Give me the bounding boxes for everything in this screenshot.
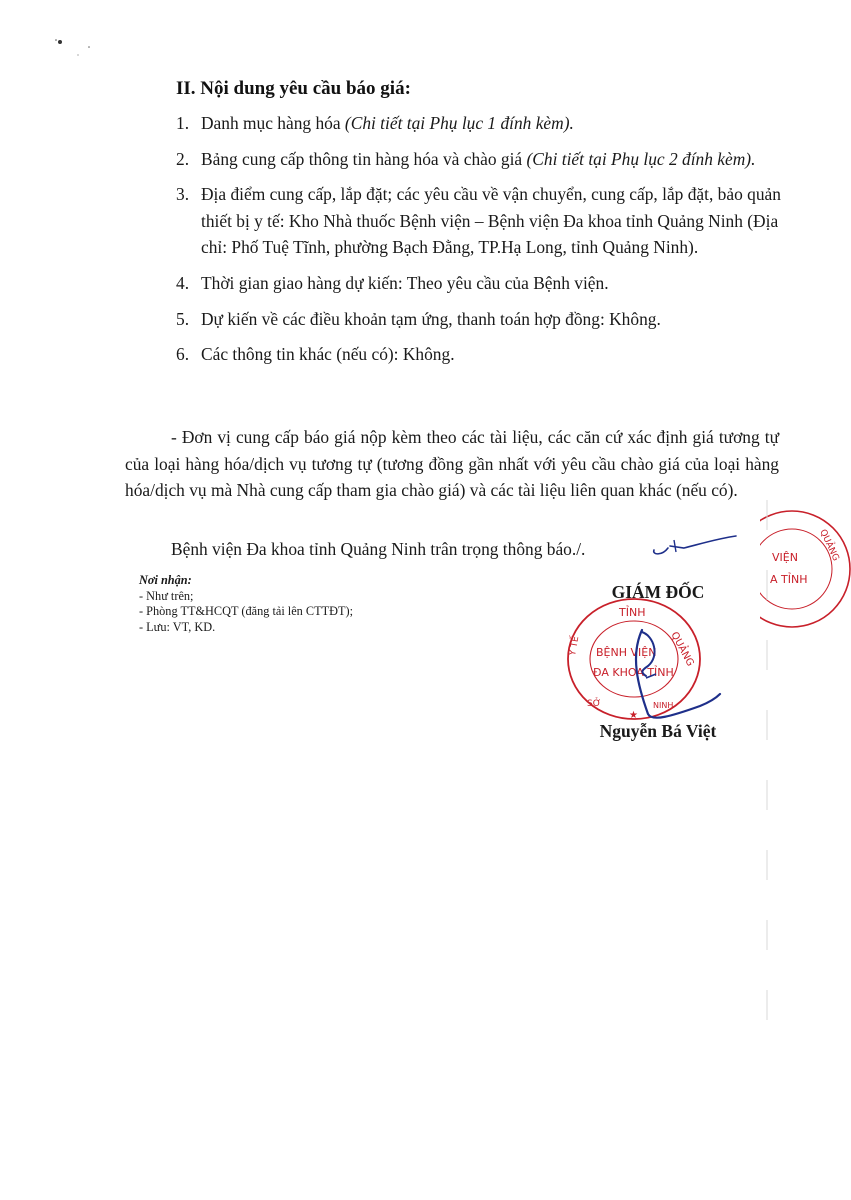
seal-left-arc: Y TẾ <box>568 635 582 657</box>
list-item-number: 2. <box>176 148 190 169</box>
seal-right-arc: QUẢNG <box>668 630 696 669</box>
closing-paragraph: Bệnh viện Đa khoa tỉnh Quảng Ninh trân trọng thông báo./. <box>171 539 586 559</box>
list-item-number: 1. <box>176 113 190 133</box>
list-item <box>176 306 791 333</box>
recipients-title: Nơi nhận: <box>139 573 192 587</box>
seal-line-2: ĐA KHOA TỈNH <box>593 666 674 679</box>
scan-speck-mark <box>46 30 101 60</box>
signer-position: GIÁM ĐỐC <box>611 582 705 602</box>
list-item-text: Địa điểm cung cấp, lắp đặt; các yêu cầu về vận chuyển, cung cấp, lắp đặt, bảo quản thiết bị y tế: Kho Nhà thuốc Bệnh viện – Bệnh viện Đa khoa tỉnh Quảng Ninh (Địa chỉ: Phố Tuệ Tĩnh, phường Bạch Đằng, TP.Hạ Long, tỉnh Quảng Ninh). <box>201 184 781 258</box>
seal-line-1: BỆNH VIỆN <box>596 646 657 659</box>
list-item-text: Dự kiến về các điều khoản tạm ứng, thanh toán hợp đồng: Không. <box>201 308 661 329</box>
list-item <box>176 341 791 368</box>
list-item-number: 4. <box>176 272 190 293</box>
initial-signature-stroke <box>640 532 740 560</box>
seal-top-text: TỈNH <box>619 606 646 619</box>
list-item-text: Bảng cung cấp thông tin hàng hóa và chào giá <box>201 148 527 169</box>
list-item-number: 5. <box>176 308 190 329</box>
list-item <box>176 110 791 137</box>
seal-bottom-right: NINH <box>653 701 674 710</box>
recipient-line: - Lưu: VT, KD. <box>139 619 216 634</box>
partial-seal-arc: QUẢNG <box>817 528 841 563</box>
list-item-number: 6. <box>176 344 190 365</box>
recipients-block <box>139 573 353 635</box>
list-item-note: (Chi tiết tại Phụ lục 1 đính kèm). <box>344 113 574 133</box>
list-item-number: 3. <box>176 184 190 205</box>
director-signature <box>612 626 722 726</box>
list-item <box>176 181 791 261</box>
partial-seal-stamp <box>760 503 851 635</box>
seal-bottom-left: SỞ <box>587 699 601 709</box>
list-item-note: (Chi tiết tại Phụ lục 2 đính kèm). <box>526 148 756 169</box>
requirements-list <box>176 110 791 368</box>
recipient-line: - Như trên; <box>139 588 194 603</box>
scan-edge-line <box>765 500 769 1060</box>
list-item <box>176 270 791 297</box>
list-item <box>176 146 791 173</box>
section-heading: II. Nội dung yêu cầu báo giá: <box>176 78 411 99</box>
list-item-text: Các thông tin khác (nếu có): Không. <box>201 344 455 365</box>
recipient-line: - Phòng TT&HCQT (đăng tải lên CTTĐT); <box>139 604 354 619</box>
list-item-text: Thời gian giao hàng dự kiến: Theo yêu cầu của Bệnh viện. <box>201 272 609 293</box>
list-item-text: Danh mục hàng hóa <box>201 113 345 133</box>
partial-seal-line-2: A TỈNH <box>770 573 808 586</box>
attachments-paragraph: - Đơn vị cung cấp báo giá nộp kèm theo các tài liệu, các căn cứ xác định giá tương tự của loại hàng hóa/dịch vụ tương tự (tương đồng gần nhất với yêu cầu chào giá của loại hàng hóa/dịch vụ mà Nhà cung cấp tham gia chào giá) và các tài liệu liên quan khác (nếu có). <box>125 427 779 501</box>
signer-name: Nguyễn Bá Việt <box>599 721 717 741</box>
partial-seal-line-1: VIỆN <box>772 551 798 564</box>
seal-star: ★ <box>629 710 638 721</box>
